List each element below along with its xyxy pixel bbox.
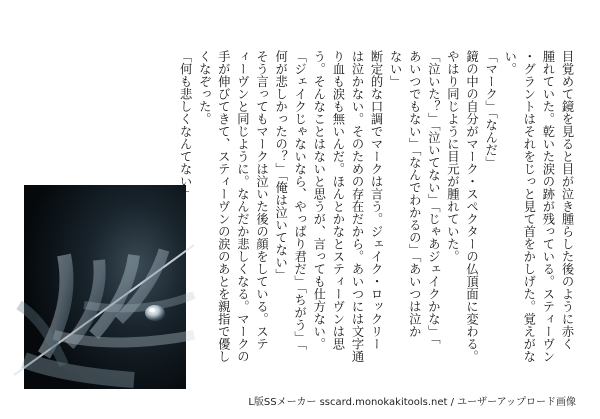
story-line: そう言ってもマークは泣いた後の顔をしている。ステ [254, 50, 269, 350]
story-line: あいつでもない」「なんでわかるの」「あいつは泣か [407, 50, 422, 338]
story-line: 「マーク」「なんだ」 [483, 50, 498, 169]
story-line: 断定的な口調でマークは言う。ジェイク・ロックリー [369, 50, 384, 350]
feather-photo [24, 185, 186, 389]
story-line: 腫れていた。乾いた涙の跡が残っている。スティーヴン [540, 50, 555, 363]
story-line: は泣かない。そのための存在だから。あいつには文字通 [349, 50, 364, 363]
story-line: 「泣いた？」「泣いてない」「じゃあジェイクかな」「 [426, 50, 441, 345]
story-line: 鏡の中の自分がマーク・スペクターの仏頂面に変わる。 [464, 50, 479, 363]
story-line: 「ジェイクじゃないなら、やっぱり君だ」「ちがう」「 [292, 50, 307, 351]
story-line: やはり同じように目元が腫れていた。 [445, 50, 460, 263]
vertical-story-text [178, 50, 576, 380]
story-line: り血も涙も無いんだ。ほんとかなとスティーヴンは思 [330, 50, 345, 350]
story-line: ィーヴンと同じように。なんだか悲しくなる。マークの [235, 50, 250, 363]
story-line: 何が悲しかったの？」「俺は泣いてない」 [273, 50, 288, 282]
story-line: ない」 [388, 50, 403, 88]
credit-footer: L版SSメーカー sscard.monokakitools.net / ユーザーアップロード画像 [248, 397, 576, 408]
feather-image [24, 185, 186, 389]
story-line: ・グラントはそれをじっと見て首をかしげた。覚えがな [521, 50, 536, 363]
story-line: い。 [502, 50, 517, 75]
story-line: う。そんなことはないと思うが、言っても仕方ない。 [311, 50, 326, 350]
story-line: 目覚めて鏡を見ると目が泣き腫らした後のように赤く [560, 50, 574, 350]
story-line: 「何も悲しくなんてない」 [178, 50, 193, 200]
water-droplet [145, 305, 165, 321]
story-line: くなぞった。 [197, 50, 212, 125]
story-line: 手が伸びてきて、スティーヴンの涙のあとを親指で優し [216, 50, 231, 363]
